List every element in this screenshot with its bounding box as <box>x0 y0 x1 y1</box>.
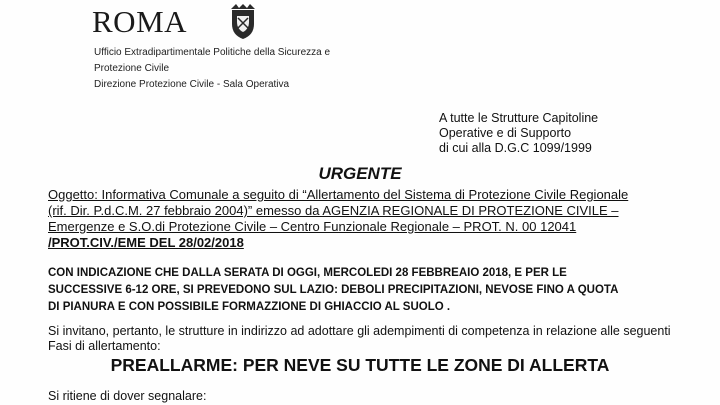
roma-logo-text: ROMA <box>92 4 188 39</box>
office-line-3: Direzione Protezione Civile - Sala Operativa <box>94 79 290 90</box>
indication-line-3: DI PIANURA E CON POSSIBILE FORMAZZIONE DI GHIACCIO AL SUOLO . <box>48 301 451 313</box>
subject-text-2: (rif. Dir. P.d.C.M. 27 febbraio 2004)” emesso da AGENZIA REGIONALE DI PROTEZIONE CIVILE – <box>48 203 619 218</box>
office-line-1: Ufficio Extradipartimentale Politiche della Sicurezza e <box>94 47 331 58</box>
subject-line-1 <box>48 187 628 203</box>
indication-line-2: SUCCESSIVE 6-12 ORE, SI PREVEDONO SUL LAZIO: DEBOLI PRECIPITAZIONI, NEVOSE FINO A QUOTA <box>48 284 619 296</box>
subject-line-2 <box>48 203 619 219</box>
subject-line-4 <box>48 235 244 251</box>
invite-line-1: Si invitano, pertanto, le strutture in indirizzo ad adottare gli adempimenti di competenza in relazione alle seguenti <box>48 324 671 338</box>
subject-text-4: /PROT.CIV./EME DEL 28/02/2018 <box>48 235 244 250</box>
subject-text-3: Emergenze e S.O.di Protezione Civile – Centro Funzionale Regionale – PROT. N. 00 12041 <box>48 219 577 234</box>
roma-crest-icon <box>228 4 258 40</box>
recipient-line-2: Operative e di Supporto <box>439 126 572 140</box>
indication-line-1: CON INDICAZIONE CHE DALLA SERATA DI OGGI, MERCOLEDI 28 FEBBREAIO 2018, E PER LE <box>48 267 567 279</box>
subject-line-3 <box>48 219 576 235</box>
recipient-line-1: A tutte le Strutture Capitoline <box>439 111 599 125</box>
urgent-title: URGENTE <box>318 164 402 183</box>
invite-line-2: Fasi di allertamento: <box>48 339 161 353</box>
subject-text-1: Oggetto: Informativa Comunale a seguito di “Allertamento del Sistema di Protezione Civile Regionale <box>48 187 629 202</box>
recipient-line-3: di cui alla D.G.C 1099/1999 <box>439 141 592 155</box>
closing-line: Si ritiene di dover segnalare: <box>48 389 207 403</box>
prealarm-heading: PREALLARME: PER NEVE SU TUTTE LE ZONE DI ALLERTA <box>110 355 610 375</box>
office-line-2: Protezione Civile <box>94 63 170 74</box>
